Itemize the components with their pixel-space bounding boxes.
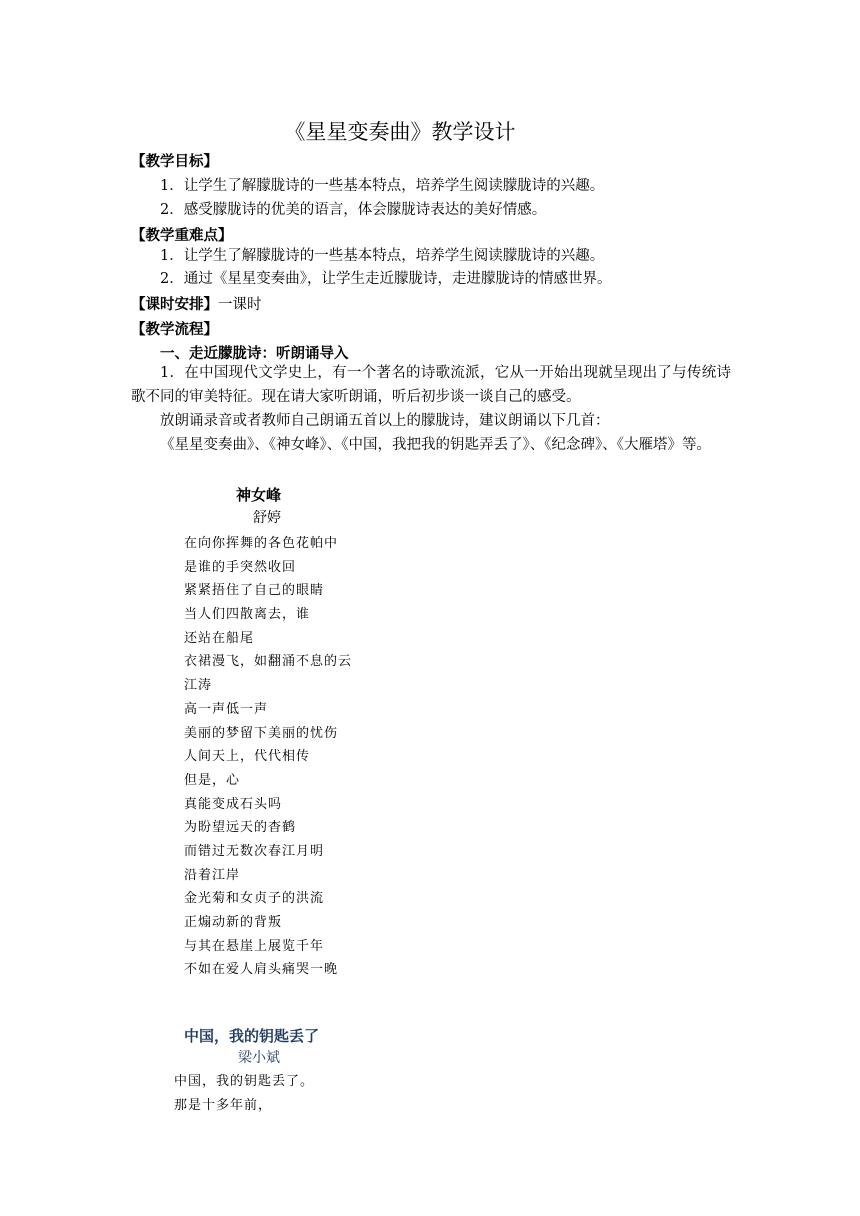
key-points-heading: 【教学重难点】 (131, 228, 233, 244)
key-point-item-2: 2．通过《星星变奏曲》，让学生走近朦胧诗，走进朦胧诗的情感世界。 (160, 271, 612, 287)
objectives-heading: 【教学目标】 (131, 154, 218, 170)
schedule-value: 一课时 (218, 297, 262, 313)
poem-2-lines (174, 1070, 314, 1118)
key-point-item-1: 1．让学生了解朦胧诗的一些基本特点，培养学生阅读朦胧诗的兴趣。 (160, 248, 605, 264)
section-1-title: 一、走近朦胧诗：听朗诵导入 (160, 346, 349, 362)
poem-line: 金光菊和女贞子的洪流 (184, 891, 325, 907)
poem-1-author: 舒婷 (253, 510, 281, 526)
schedule-heading: 【课时安排】 (131, 297, 218, 313)
process-heading: 【教学流程】 (131, 322, 218, 338)
poem-line: 那是十多年前， (174, 1098, 273, 1113)
poem-1-title: 神女峰 (236, 486, 282, 504)
poem-2-author: 梁小斌 (238, 1050, 280, 1066)
paragraph-2: 放朗诵录音或者教师自己朗诵五首以上的朦胧诗，建议朗诵以下几首： (160, 413, 610, 429)
paragraph-1: 1．在中国现代文学史上，有一个著名的诗歌流派，它从一开始出现就呈现出了与传统诗歌不同的审美特征。现在请大家听朗诵，听后初步谈一谈自己的感受。 (131, 365, 731, 405)
poem-line: 为盼望远天的杳鹤 (184, 820, 297, 836)
poem-line: 美丽的梦留下美丽的忧伤 (184, 725, 339, 741)
poem-line: 不如在爱人肩头痛哭一晚 (184, 962, 339, 978)
poem-line: 是谁的手突然收回 (184, 559, 297, 575)
document-title: 《星星变奏曲》教学设计 (284, 120, 516, 144)
poem-line: 与其在悬崖上展览千年 (184, 938, 325, 954)
poem-line: 正煽动新的背叛 (184, 915, 283, 930)
poem-line: 衣裙漫飞，如翻涌不息的云 (184, 654, 353, 670)
schedule-row (131, 293, 262, 314)
poem-1-lines (184, 532, 352, 982)
poem-line: 人间天上，代代相传 (184, 749, 311, 765)
poem-line: 还站在船尾 (184, 630, 255, 646)
paragraph-3: 《星星变奏曲》、《神女峰》、《中国，我把我的钥匙弄丢了》、《纪念碑》、《大雁塔》等。 (160, 437, 711, 453)
poem-line: 在向你挥舞的各色花帕中 (184, 536, 339, 551)
poem-line: 高一声低一声 (184, 701, 269, 717)
objective-item-1: 1．让学生了解朦胧诗的一些基本特点，培养学生阅读朦胧诗的兴趣。 (160, 178, 605, 194)
poem-line: 真能变成石头吗 (184, 796, 283, 812)
poem-line: 当人们四散离去，谁 (184, 607, 311, 623)
poem-line: 紧紧捂住了自己的眼睛 (184, 583, 325, 599)
poem-line: 中国，我的钥匙丢了。 (174, 1074, 315, 1089)
poem-line: 但是，心 (184, 772, 241, 788)
objective-item-2: 2．感受朦胧诗的优美的语言，体会朦胧诗表达的美好情感。 (160, 202, 547, 218)
poem-2-title: 中国，我的钥匙丢了 (184, 1027, 320, 1045)
poem-line: 而错过无数次春江月明 (184, 843, 325, 859)
poem-line: 沿着江岸 (184, 867, 241, 883)
poem-line: 江涛 (184, 678, 213, 694)
